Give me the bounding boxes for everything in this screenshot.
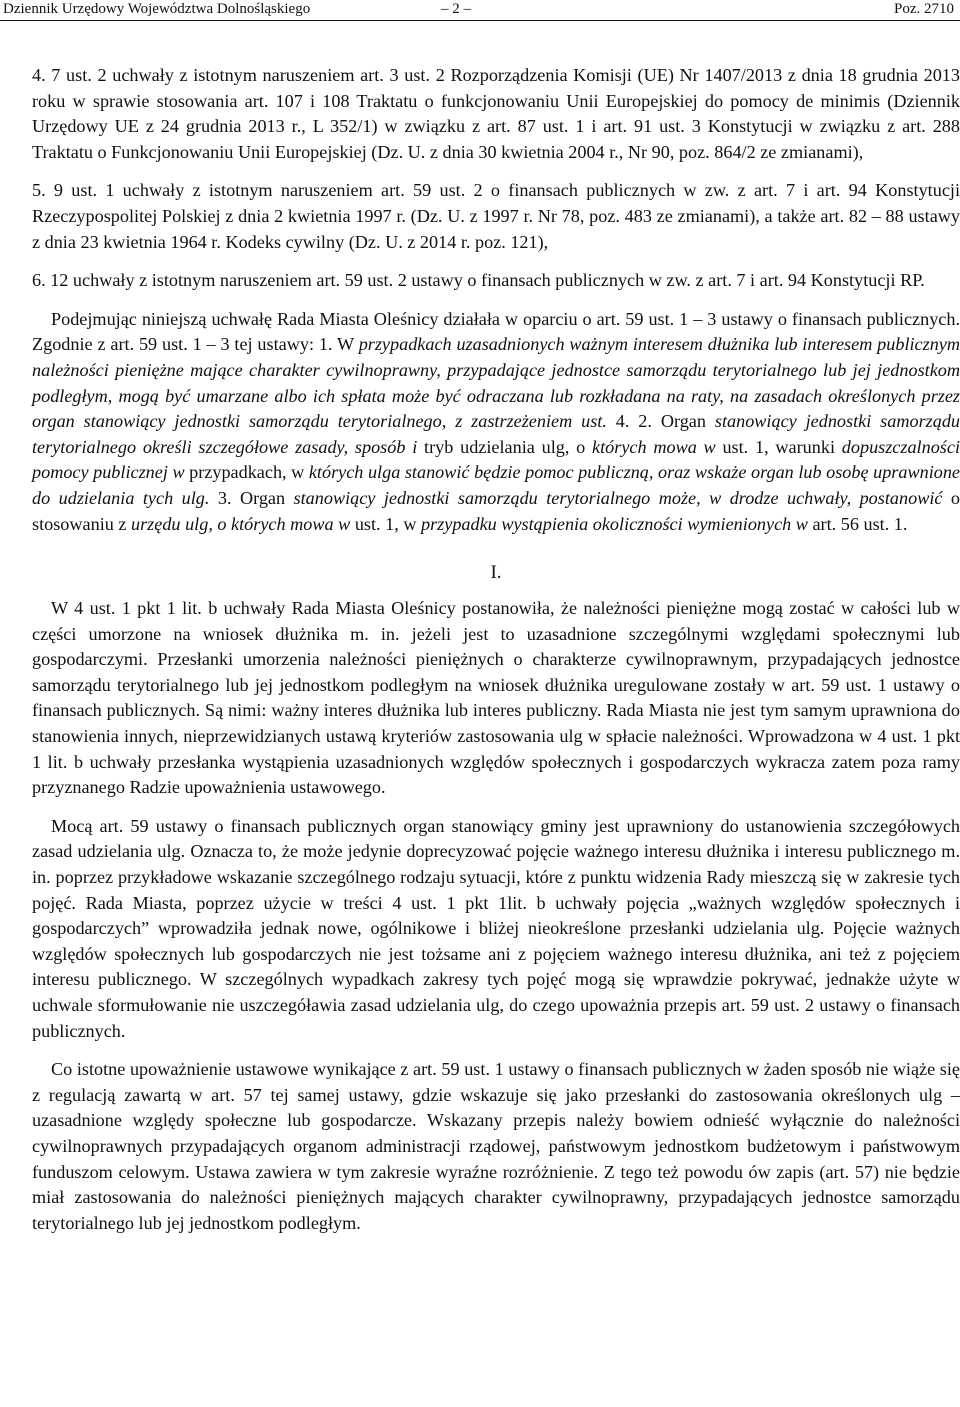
body-paragraph: Mocą art. 59 ustawy o finansach publicznych organ stanowiący gminy jest uprawniony do ustanowienia szczegółowych zasad udzielania ulg. Oznacza to, że może jedynie doprecyzować pojęcie ważnego interesu dłużnika i interesu publicznego m. in. poprzez przykładowe wskazanie szczególnego rodzaju sytuacji, które z punktu widzenia Rady mieszczą się w zakresie tych pojęć. Rada Miasta, poprzez użycie w treści 4 ust. 1 pkt 1lit. b uchwały pojęcia „ważnych względów społecznych i gospodarczych” wprowadziła jednak nowe, ogólnikowe i bliżej nieokreślone przesłanki udzielania ulg. Pojęcie ważnych względów społecznych lub gospodarczych nie jest tożsame ani z pojęciem ważnego interesu dłużnika, ani też z pojęciem interesu publicznego. W szczególnych wypadkach zakresy tych pojęć mogą się wprawdzie pokrywać, jednakże użyte w uchwale sformułowanie nie uszczegóławia zasad udzielania ulg, do czego upoważnia przepis art. 59 ust. 2 ustawy o finansach publicznych. [32, 815, 960, 1041]
list-item: 6. 12 uchwały z istotnym naruszeniem art. 59 ust. 2 ustawy o finansach publicznych w zw. z art. 7 i art. 94 Konstytucji RP. [32, 270, 925, 291]
page-header [0, 0, 960, 20]
journal-title: Dziennik Urzędowy Województwa Dolnośląskiego [3, 1, 311, 17]
body-paragraph: W 4 ust. 1 pkt 1 lit. b uchwały Rada Miasta Oleśnicy postanowiła, że należności pieniężne mogą zostać w całości lub w części umorzone na wniosek dłużnika m. in. jeżeli jest to uzasadnione szczególnymi względami społecznymi lub gospodarczymi. Przesłanki umorzenia należności pieniężnych o charakterze cywilnoprawnym, przypadających jednostce samorządu terytorialnego lub jej jednostkom podległym na wniosek dłużnika uregulowane zostały w art. 59 ust. 1 ustawy o finansach publicznych. Są nimi: ważny interes dłużnika lub interes publiczny. Rada Miasta nie jest tym samym uprawniona do stanowienia innych, nieprzewidzianych ustawą kryteriów zastosowania ulg w spłacie należności. Wprowadzona w 4 ust. 1 pkt 1 lit. b uchwały przesłanka wystąpienia uzasadnionych względów społecznych i gospodarczych wykracza zatem poza ramy przyznanego Radzie upoważnienia ustawowego. [32, 598, 960, 798]
body-paragraph: Co istotne upoważnienie ustawowe wynikające z art. 59 ust. 1 ustawy o finansach publicznych w żaden sposób nie wiąże się z regulacją zawartą w art. 57 tej samej ustawy, gdzie wskazuje się jako przesłanki do zastosowania określonych ulg – uzasadnione względy społeczne lub gospodarcze. Wskazany przepis należy bowiem odnieść wyłącznie do należności cywilnoprawnych przypadających organom administracji rządowej, państwowym jednostkom budżetowym i państwowym funduszom celowym. Ustawa zawiera w tym zakresie wyraźne rozróżnienie. Z tego też powodu ów zapis (art. 57) nie będzie miał zastosowania do należności pieniężnych mających charakter cywilnoprawny, przypadających jednostce samorządu terytorialnego lub jej jednostkom podległym. [32, 1059, 960, 1233]
header-divider [0, 20, 960, 21]
list-item: 4. 7 ust. 2 uchwały z istotnym naruszeniem art. 3 ust. 2 Rozporządzenia Komisji (UE) Nr 1407/2013 z dnia 18 grudnia 2013 roku w sprawie stosowania art. 107 i 108 Traktatu o funkcjonowaniu Unii Europejskiej do pomocy de minimis (Dziennik Urzędowy UE z 24 grudnia 2013 r., L 352/1) w związku z art. 87 ust. 1 i art. 91 ust. 3 Konstytucji w związku z art. 288 Traktatu o Funkcjonowaniu Unii Europejskiej (Dz. U. z dnia 30 kwietnia 2004 r., Nr 90, poz. 864/2 ze zmianami), [32, 65, 960, 162]
page-number: – 2 – [441, 1, 471, 17]
document-body [32, 63, 960, 1249]
position-number: Poz. 2710 [894, 1, 954, 17]
intro-paragraph: Podejmując niniejszą uchwałę Rada Miasta Oleśnicy działała w oparciu o art. 59 ust. 1 – 3 ustawy o finansach publicznych. Zgodnie z art. 59 ust. 1 – 3 tej ustawy: 1. W przypadkach uzasadnionych ważnym interesem dłużnika lub interesem publicznym należności pieniężne mające charakter cywilnoprawny, przypadające jednostce samorządu terytorialnego lub jej jednostkom podległym, mogą być umarzane albo ich spłata może być odraczana lub rozkładana na raty, na zasadach określonych przez organ stanowiący jednostki samorządu terytorialnego, z zastrzeżeniem ust. 4. 2. Organ stanowiący jednostki samorządu terytorialnego określi szczegółowe zasady, sposób i tryb udzielania ulg, o których mowa w ust. 1, warunki dopuszczalności pomocy publicznej w przypadkach, w których ulga stanowić będzie pomoc publiczną, oraz wskaże organ lub osobę uprawnione do udzielania tych ulg. 3. Organ stanowiący jednostki samorządu terytorialnego może, w drodze uchwały, postanowić o stosowaniu z urzędu ulg, o których mowa w ust. 1, w przypadku wystąpienia okoliczności wymienionych w art. 56 ust. 1. [32, 308, 960, 534]
list-item: 5. 9 ust. 1 uchwały z istotnym naruszeniem art. 59 ust. 2 o finansach publicznych w zw. z art. 7 i art. 94 Konstytucji Rzeczypospolitej Polskiej z dnia 2 kwietnia 1997 r. (Dz. U. z 1997 r. Nr 78, poz. 483 ze zmianami), a także art. 82 – 88 ustawy z dnia 23 kwietnia 1964 r. Kodeks cywilny (Dz. U. z 2014 r. poz. 121), [32, 180, 960, 252]
section-heading: I. [490, 562, 502, 584]
